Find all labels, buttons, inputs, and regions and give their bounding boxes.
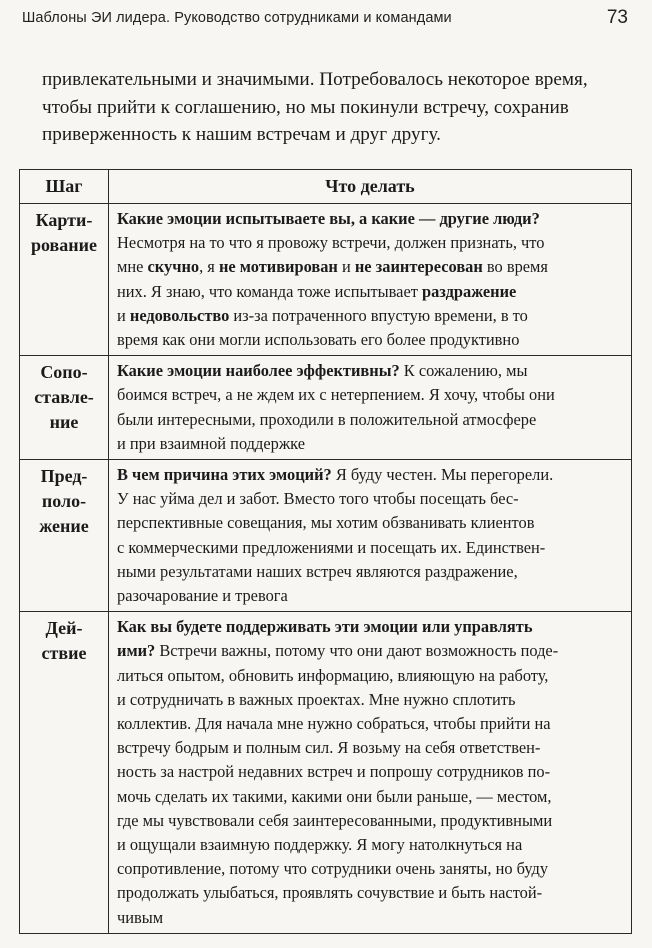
body-text: ными результатами наших встреч являются раздражение, [117, 561, 518, 581]
table-body [20, 204, 632, 934]
table-row [20, 612, 632, 934]
description-line [117, 560, 625, 584]
body-text: Несмотря на то что я провожу встречи, должен признать, что [117, 233, 545, 253]
description-line [117, 881, 625, 905]
step-name-part: Дей- [45, 618, 83, 639]
description-line [117, 304, 625, 328]
body-text: где мы чувствовали себя заинтересованными, продуктивными [117, 810, 553, 830]
emphasis-text: не заинтересован [354, 257, 483, 277]
body-text: разочарование и тревога [117, 586, 288, 606]
emphasis-text: недовольство [129, 305, 230, 325]
body-text: чивым [117, 907, 164, 927]
table-row [20, 356, 632, 460]
emphasis-text: скучно [147, 257, 200, 277]
description-line [117, 231, 625, 255]
description-line [117, 408, 625, 432]
description-line [117, 463, 625, 487]
description-line [117, 511, 625, 535]
body-text: боимся встреч, а не ждем их с нетерпением. Я хочу, чтобы они [117, 385, 555, 405]
body-text: и ощущали взаимную поддержку. Я могу натолкнуться на [117, 835, 523, 855]
description-line [117, 664, 625, 688]
description-line [117, 857, 625, 881]
description-line [117, 809, 625, 833]
body-text: встречу бодрым и полным сил. Я возьму на себя ответствен- [117, 738, 541, 758]
description-line [117, 584, 625, 608]
body-text: время как они могли использовать его более продуктивно [117, 330, 520, 350]
step-name [20, 612, 109, 934]
emphasis-text: ими? [117, 641, 156, 661]
body-text: с коммерческими предложениями и посещать их. Единствен- [117, 537, 546, 557]
step-description [109, 460, 632, 612]
body-text: из-за потраченного впустую времени, в то [229, 305, 528, 325]
step-name-part: ставле- [34, 387, 94, 408]
description-line [117, 712, 625, 736]
step-name-part: жение [39, 516, 89, 537]
description-line [117, 207, 625, 231]
emphasis-text: Какие эмоции наиболее эффективны? [117, 361, 400, 381]
body-text: коллектив. Для начала мне нужно собраться, чтобы прийти на [117, 714, 551, 734]
description-line [117, 906, 625, 930]
description-line [117, 536, 625, 560]
step-name-part: ние [49, 412, 79, 433]
steps-table [19, 169, 632, 934]
emphasis-text: раздражение [422, 281, 517, 301]
intro-line: чтобы прийти к соглашению, но мы покинули встречу, сохранив [42, 96, 569, 118]
intro-line: приверженность к нашим встречам и друг другу. [42, 124, 441, 145]
body-text: и при взаимной поддержке [117, 433, 305, 453]
running-title: Шаблоны ЭИ лидера. Руководство сотрудниками и командами [22, 10, 452, 26]
description-line [117, 615, 625, 639]
description-line [117, 736, 625, 760]
description-line [117, 833, 625, 857]
step-name-part: ствие [41, 643, 87, 664]
body-text: Встречи важны, потому что они дают возможность поде- [155, 641, 559, 661]
body-text: во время [482, 257, 548, 277]
step-name [20, 356, 109, 460]
body-text: мочь сделать их такими, какими они были раньше, — местом, [117, 786, 552, 806]
description-line [117, 688, 625, 712]
step-description [109, 356, 632, 460]
body-text: мне [117, 257, 148, 277]
body-text: и сотрудничать в важных проектах. Мне нужно сплотить [117, 689, 516, 709]
step-name-part: поло- [41, 491, 87, 512]
emphasis-text: Как вы будете поддерживать эти эмоции или управлять [117, 617, 533, 637]
description-line [117, 760, 625, 784]
description-line [117, 785, 625, 809]
step-name-part: рование [30, 235, 97, 255]
step-name-part: Пред- [40, 466, 88, 487]
emphasis-text: Какие эмоции испытываете вы, а какие — другие люди? [117, 209, 540, 228]
header-action: Что делать [109, 170, 632, 204]
page-number: 73 [606, 7, 628, 28]
description-line [117, 359, 625, 383]
table-header-row [20, 170, 632, 204]
body-text: У нас уйма дел и забот. Вместо того чтобы посещать бес- [117, 489, 519, 509]
intro-paragraph [42, 66, 632, 149]
step-name-part: Карти- [35, 210, 93, 230]
description-line [117, 487, 625, 511]
body-text: К сожалению, мы [399, 361, 528, 381]
body-text: были интересными, проходили в положительной атмосфере [117, 409, 537, 429]
body-text: продолжать улыбаться, проявлять сочувствие и быть настой- [117, 883, 543, 903]
body-text: литься опытом, обновить информацию, влияющую на работу, [117, 665, 549, 685]
description-line [117, 639, 625, 663]
description-line [117, 255, 625, 279]
emphasis-text: не мотивирован [218, 257, 338, 277]
emphasis-text: В чем причина этих эмоций? [117, 465, 332, 485]
description-line [117, 432, 625, 456]
step-name [20, 204, 109, 356]
body-text: ность за настрой недавних встреч и попрошу сотрудников по- [117, 762, 551, 782]
body-text: , я [199, 257, 219, 277]
step-name [20, 460, 109, 612]
body-text: них. Я знаю, что команда тоже испытывает [117, 281, 422, 301]
description-line [117, 280, 625, 304]
description-line [117, 383, 625, 407]
step-description [109, 612, 632, 934]
intro-line: привлекательными и значимыми. Потребовалось некоторое время, [42, 69, 588, 90]
body-text: Я буду честен. Мы перегорели. [331, 465, 554, 485]
body-text: сопротивление, потому что сотрудники очень заняты, но буду [117, 859, 549, 879]
step-name-part: Сопо- [40, 362, 88, 383]
table-row [20, 460, 632, 612]
body-text: и [337, 257, 355, 277]
body-text: перспективные совещания, мы хотим обзванивать клиентов [117, 513, 535, 533]
header-step: Шаг [20, 170, 109, 204]
step-description [109, 204, 632, 356]
description-line [117, 328, 625, 352]
table-row [20, 204, 632, 356]
body-text: и [117, 305, 130, 325]
